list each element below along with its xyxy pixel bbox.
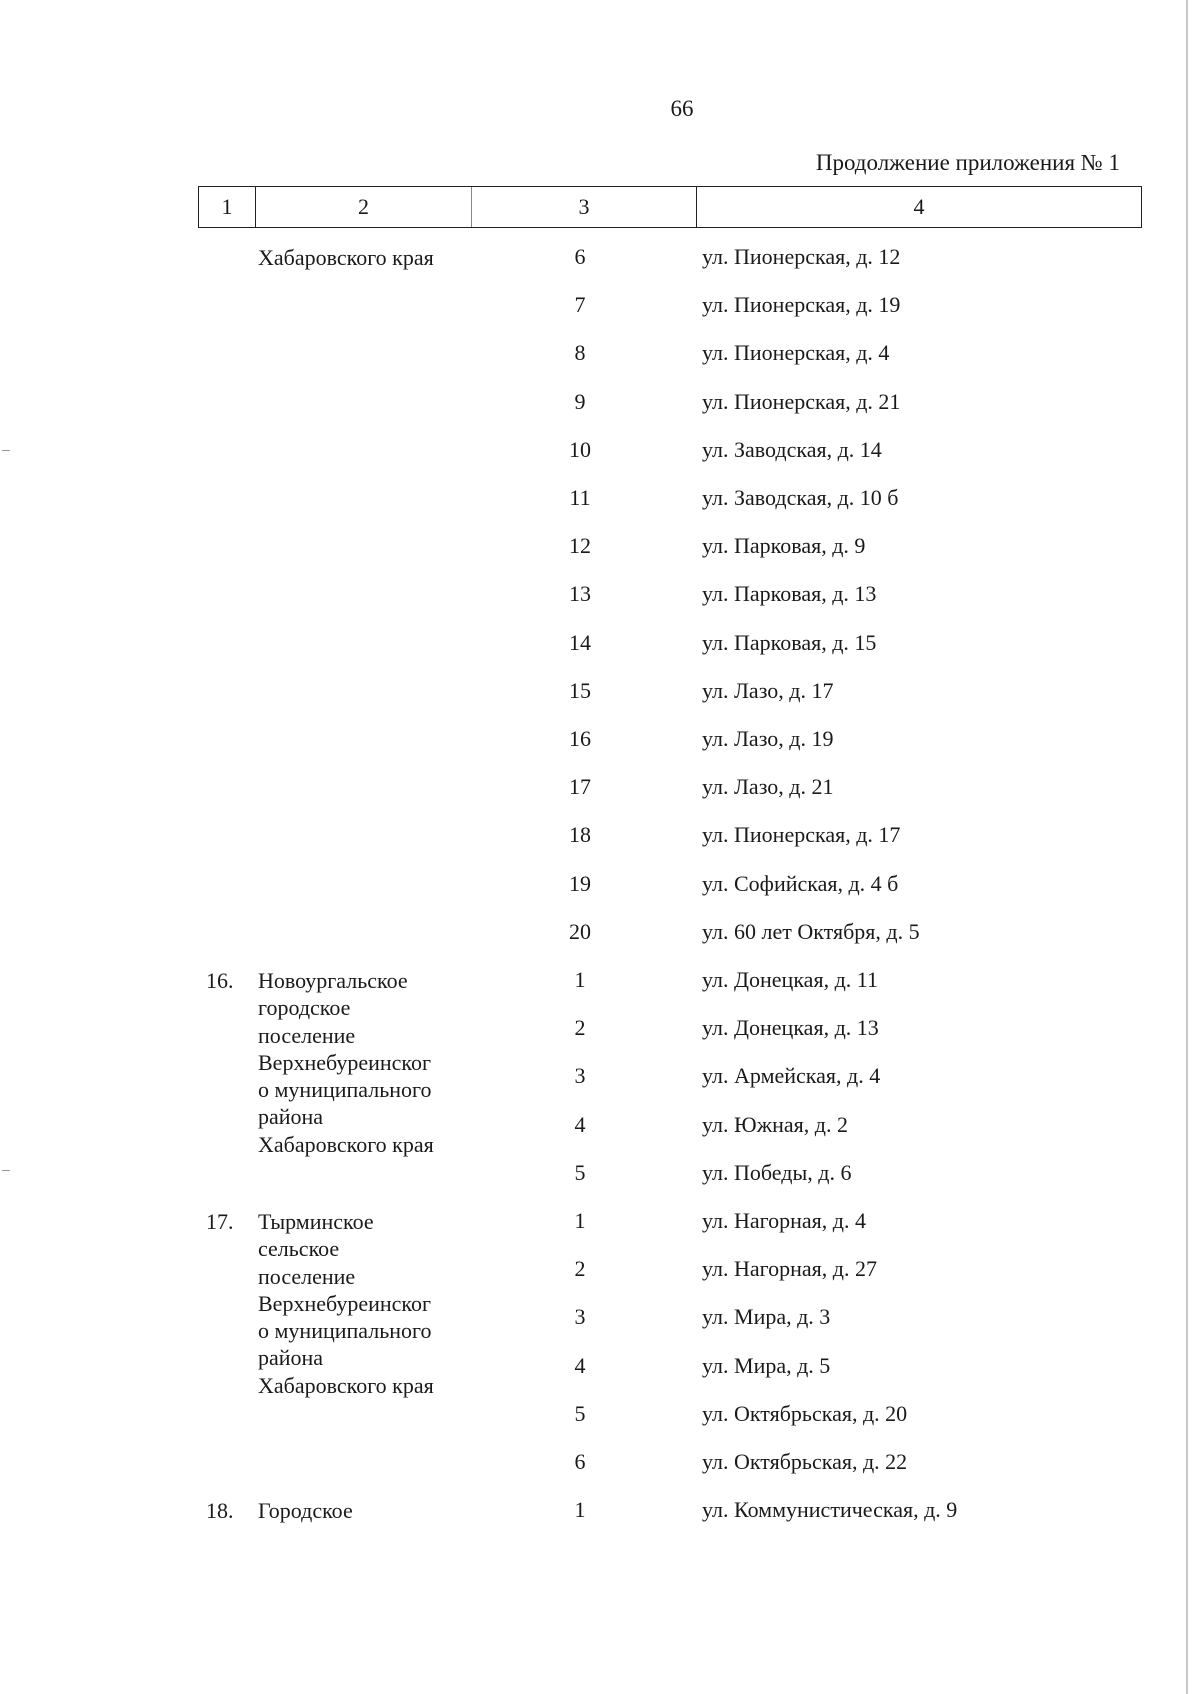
row-address: ул. Парковая, д. 9 xyxy=(702,533,866,559)
settlement-name: Хабаровского края xyxy=(258,245,434,270)
row-address: ул. Октябрьская, д. 20 xyxy=(702,1400,908,1426)
row-number: 10 xyxy=(569,436,591,462)
table-row xyxy=(0,630,1200,660)
table-row xyxy=(0,1015,1200,1045)
row-number: 4 xyxy=(574,1111,586,1137)
row-number: 3 xyxy=(574,1063,586,1089)
row-address: ул. Лазо, д. 17 xyxy=(702,677,834,703)
settlement-number: 17. xyxy=(206,1209,234,1234)
row-number: 6 xyxy=(574,1449,586,1474)
settlement-name: Городское xyxy=(258,1498,353,1524)
row-address: ул. Заводская, д. 14 xyxy=(702,436,882,462)
row-number: 14 xyxy=(569,629,591,655)
table-row xyxy=(0,340,1200,370)
table-row xyxy=(0,1160,1200,1190)
table-row xyxy=(0,1208,1200,1238)
row-address: ул. Донецкая, д. 11 xyxy=(702,967,878,992)
row-number: 13 xyxy=(569,581,591,607)
header-cell-2: 2 xyxy=(358,194,369,219)
row-number: 1 xyxy=(574,967,586,992)
table-row xyxy=(0,292,1200,322)
table-row xyxy=(0,485,1200,515)
table-row xyxy=(0,774,1200,804)
row-number: 2 xyxy=(574,1015,586,1041)
row-address: ул. Мира, д. 5 xyxy=(702,1352,831,1378)
table-row xyxy=(0,967,1200,997)
row-number: 6 xyxy=(574,244,586,269)
table-row xyxy=(0,1112,1200,1142)
table-row xyxy=(0,678,1200,708)
table-row xyxy=(0,581,1200,611)
row-address: ул. Пионерская, д. 21 xyxy=(702,388,901,414)
row-address: ул. Пионерская, д. 19 xyxy=(702,292,901,318)
row-number: 7 xyxy=(574,292,586,318)
row-address: ул. Парковая, д. 15 xyxy=(702,629,877,655)
table-row xyxy=(0,244,1200,274)
row-number: 3 xyxy=(574,1304,586,1330)
row-address: ул. Парковая, д. 13 xyxy=(702,581,877,607)
settlement-name: Новоургальское городское поселение Верхнебуреинског о муниципального района Хабаровского края xyxy=(258,968,434,1157)
settlement-number: 18. xyxy=(206,1498,234,1524)
table-row xyxy=(0,1353,1200,1383)
row-address: ул. Софийская, д. 4 б xyxy=(702,870,899,896)
row-address: ул. Победы, д. 6 xyxy=(702,1159,852,1185)
row-number: 8 xyxy=(574,340,586,366)
row-address: ул. 60 лет Октября, д. 5 xyxy=(702,918,920,944)
table-row xyxy=(0,1304,1200,1334)
settlement-number: 16. xyxy=(206,968,234,993)
row-number: 1 xyxy=(574,1497,586,1523)
row-number: 16 xyxy=(569,726,591,751)
table-row xyxy=(0,1256,1200,1286)
row-address: ул. Армейская, д. 4 xyxy=(702,1063,881,1089)
row-address: ул. Пионерская, д. 12 xyxy=(702,244,901,269)
row-address: ул. Лазо, д. 21 xyxy=(702,774,834,800)
row-number: 5 xyxy=(574,1400,586,1426)
row-address: ул. Пионерская, д. 4 xyxy=(702,340,890,366)
row-address: ул. Коммунистическая, д. 9 xyxy=(702,1497,958,1523)
table-row xyxy=(0,533,1200,563)
row-address: ул. Октябрьская, д. 22 xyxy=(702,1449,908,1474)
row-number: 1 xyxy=(574,1208,586,1233)
table-row xyxy=(0,726,1200,756)
table-row xyxy=(0,1449,1200,1479)
row-address: ул. Мира, д. 3 xyxy=(702,1304,831,1330)
page-number: 66 xyxy=(670,96,694,121)
row-number: 19 xyxy=(569,870,591,896)
table-row xyxy=(0,919,1200,949)
row-number: 4 xyxy=(574,1352,586,1378)
row-number: 18 xyxy=(569,822,591,848)
row-address: ул. Нагорная, д. 4 xyxy=(702,1208,866,1233)
table-row xyxy=(0,1401,1200,1431)
table-row xyxy=(0,1063,1200,1093)
row-number: 15 xyxy=(569,677,591,703)
table-row xyxy=(0,389,1200,419)
settlement-name: Тырминское сельское поселение Верхнебуреинског о муниципального района Хабаровского края xyxy=(258,1209,434,1398)
row-number: 20 xyxy=(569,918,591,944)
row-number: 11 xyxy=(569,485,591,510)
row-address: ул. Южная, д. 2 xyxy=(702,1111,848,1137)
table-header xyxy=(198,186,1142,228)
table-row xyxy=(0,1497,1200,1527)
row-number: 9 xyxy=(574,388,586,414)
row-number: 12 xyxy=(569,533,591,559)
row-number: 2 xyxy=(574,1256,586,1282)
table-row xyxy=(0,871,1200,901)
header-cell-4: 4 xyxy=(913,194,925,219)
header-cell-3: 3 xyxy=(471,187,697,227)
row-address: ул. Донецкая, д. 13 xyxy=(702,1015,879,1041)
row-address: ул. Нагорная, д. 27 xyxy=(702,1256,877,1282)
row-address: ул. Заводская, д. 10 б xyxy=(702,485,899,510)
row-address: ул. Лазо, д. 19 xyxy=(702,726,834,751)
row-number: 5 xyxy=(574,1159,586,1185)
table-row xyxy=(0,437,1200,467)
header-cell-1: 1 xyxy=(199,187,256,227)
table-row xyxy=(0,822,1200,852)
row-address: ул. Пионерская, д. 17 xyxy=(702,822,901,848)
continuation-caption: Продолжение приложения № 1 xyxy=(815,150,1120,175)
row-number: 17 xyxy=(569,774,591,800)
